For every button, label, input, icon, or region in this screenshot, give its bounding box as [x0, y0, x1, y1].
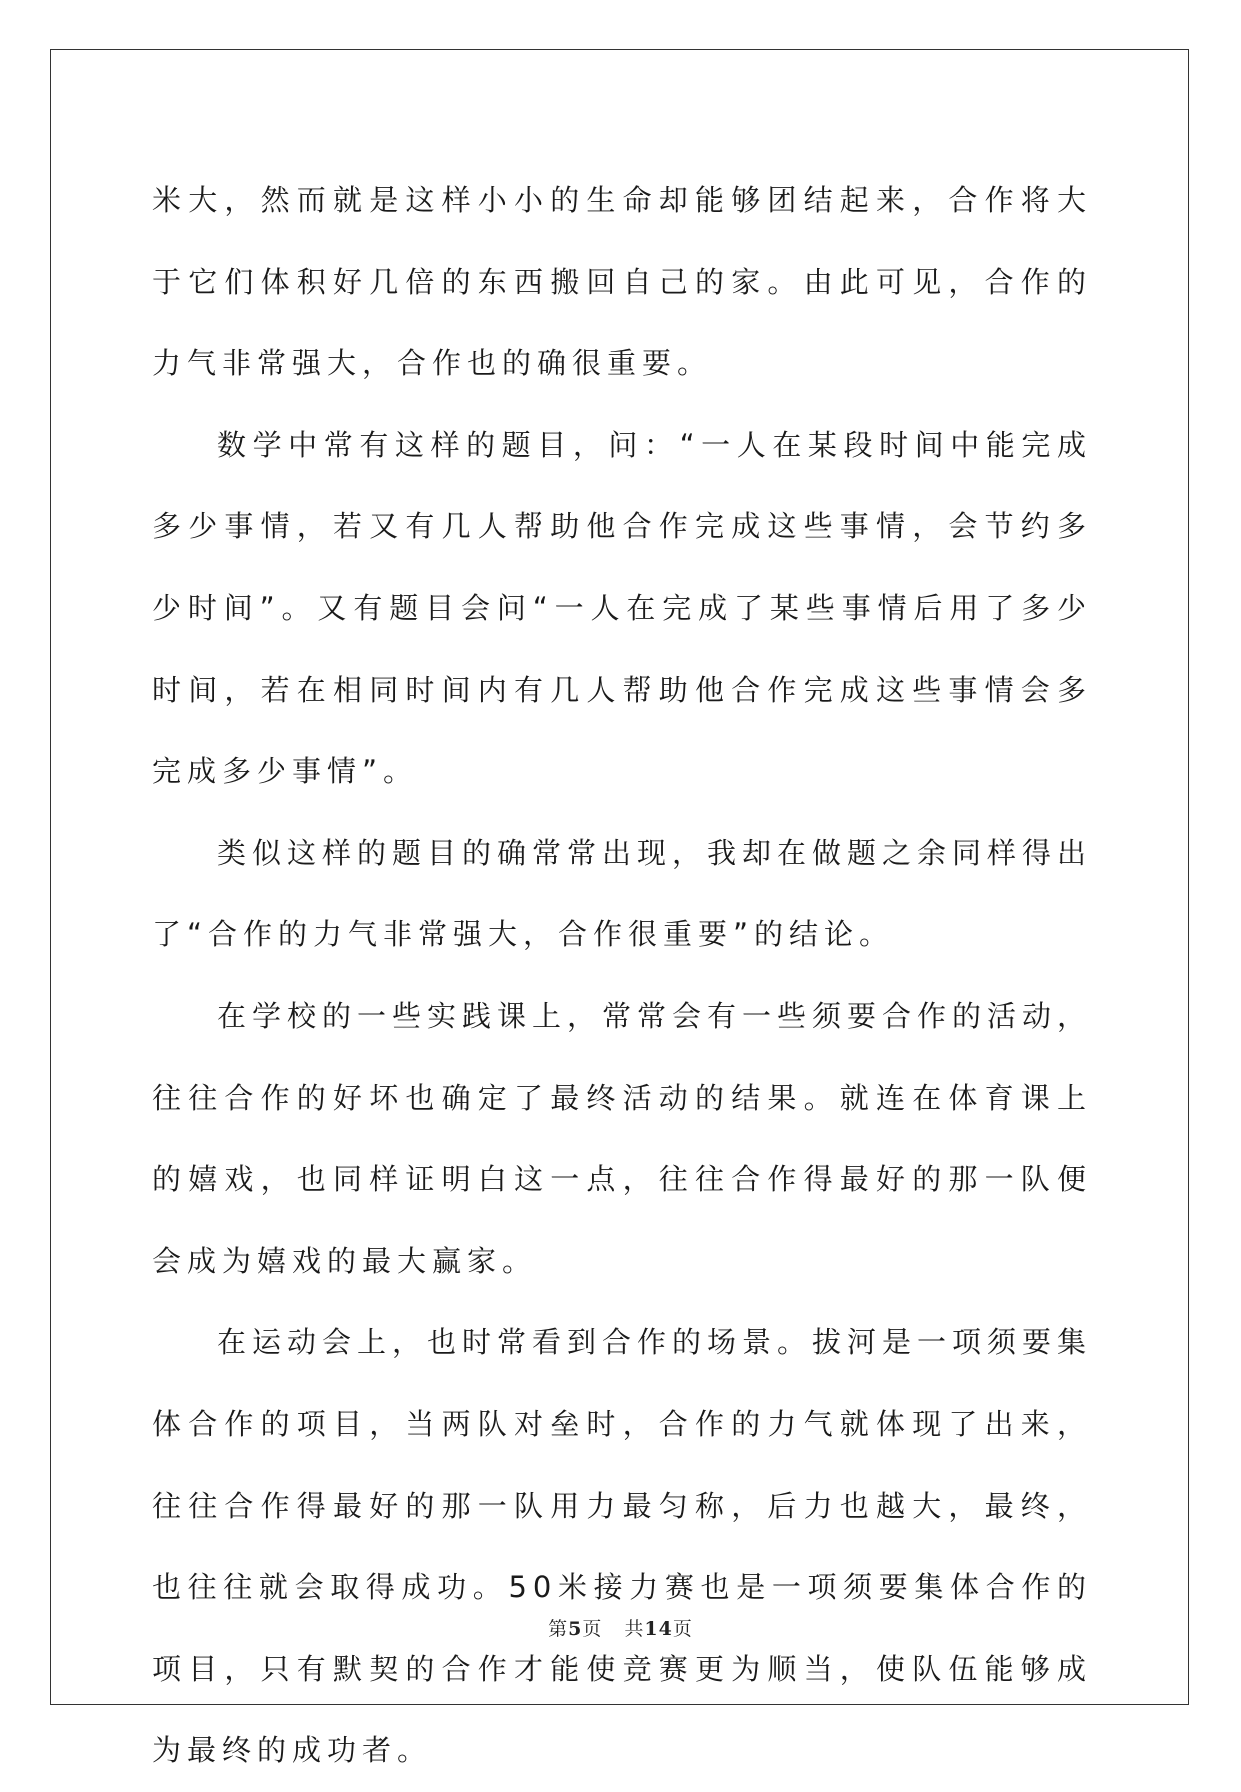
paragraph-3: 类似这样的题目的确常常出现，我却在做题之余同样得出了“合作的力气非常强大，合作很重要”的结论。: [152, 835, 1093, 952]
total-suffix: 页: [672, 1618, 693, 1640]
page-footer: [0, 1614, 1241, 1641]
total-pages: 14: [644, 1618, 673, 1640]
paragraph-5: 在运动会上，也时常看到合作的场景。拔河是一项须要集体合作的项目，当两队对垒时，合作的力气就体现了出来，往往合作得最好的那一队用力最匀称，后力也越大，最终，也往往就会取得成功。50米接力赛也是一项须要集体合作的项目，只有默契的合作才能使竞赛更为顺当，使队伍能够成为最终的成功者。: [152, 1325, 1093, 1768]
document-body: [152, 160, 1092, 1792]
page-prefix: 第: [548, 1618, 569, 1640]
paragraph-1: 米大，然而就是这样小小的生命却能够团结起来，合作将大于它们体积好几倍的东西搬回自己的家。由此可见，合作的力气非常强大，合作也的确很重要。: [152, 183, 1092, 381]
page-suffix: 页: [582, 1618, 603, 1640]
page-number: 5: [568, 1618, 583, 1640]
paragraph-4: 在学校的一些实践课上，常常会有一些须要合作的活动，往往合作的好坏也确定了最终活动的结果。就连在体育课上的嬉戏，也同样证明白这一点，往往合作得最好的那一队便会成为嬉戏的最大赢家。: [152, 998, 1093, 1278]
paragraph-2: 数学中常有这样的题目，问：“一人在某段时间中能完成多少事情，若又有几人帮助他合作完成这些事情，会节约多少时间”。又有题目会问“一人在完成了某些事情后用了多少时间，若在相同时间内有几人帮助他合作完成这些事情会多完成多少事情”。: [152, 427, 1092, 789]
total-prefix: 共: [624, 1618, 645, 1640]
